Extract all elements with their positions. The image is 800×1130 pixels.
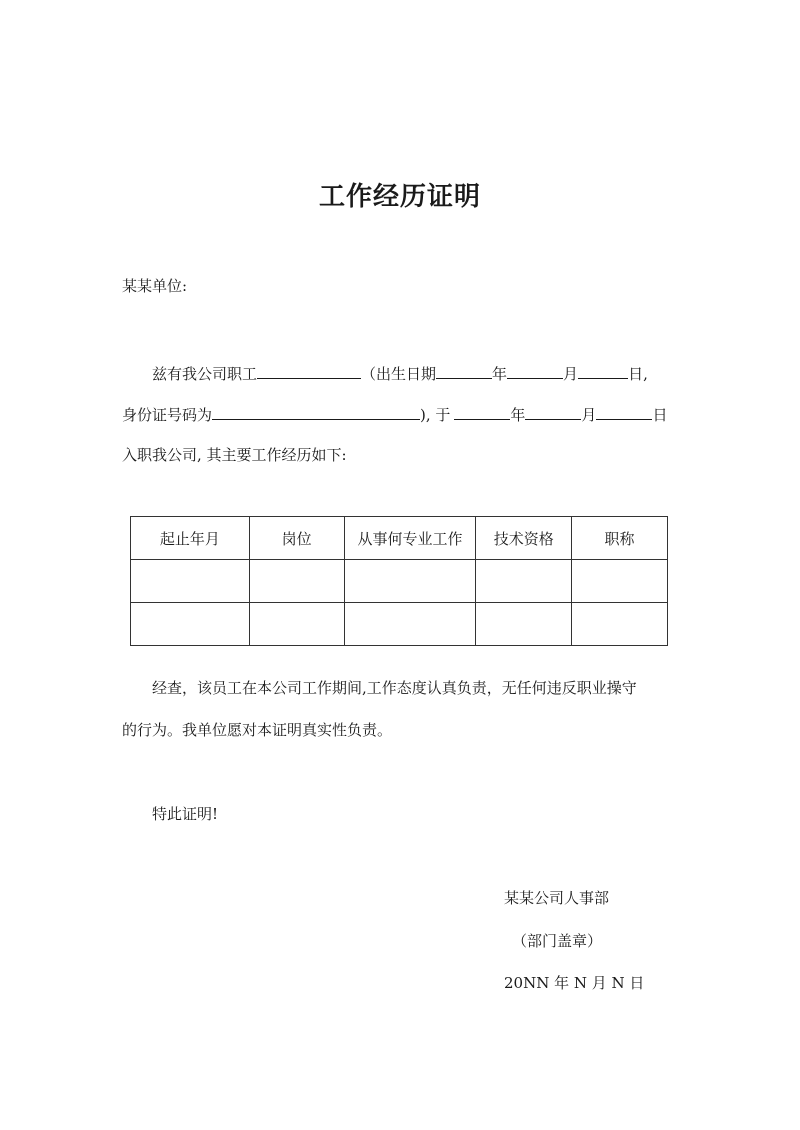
entry-year-blank[interactable] [454,403,510,420]
table-cell[interactable] [131,560,250,603]
table-cell[interactable] [249,603,344,646]
para1-day-label: 日, [628,365,648,383]
table-cell[interactable] [476,603,572,646]
signature-dept: 某某公司人事部 [504,889,610,907]
para1-text1: 兹有我公司职工 [152,365,258,383]
para1-text2: （出生日期 [361,365,437,383]
work-history-table [130,516,668,646]
salutation: 某某单位: [122,277,188,295]
para2-line1: 经查，该员工在本公司工作期间,工作态度认真负责，无任何违反职业操守 [152,679,637,697]
signature-date: 20NN 年 N 月 N 日 [504,974,645,992]
table-cell[interactable] [476,560,572,603]
entry-day-blank[interactable] [596,403,652,420]
table-cell[interactable] [572,603,668,646]
table-cell[interactable] [344,603,476,646]
table-row [131,603,668,646]
header-qualification: 技术资格 [476,517,572,560]
para1-line3: 入职我公司, 其主要工作经历如下: [122,446,347,464]
employee-name-blank[interactable] [257,362,361,379]
signature-seal: （部门盖章） [512,932,603,950]
table-cell[interactable] [131,603,250,646]
birth-day-blank[interactable] [578,362,628,379]
document-title: 工作经历证明 [318,182,481,212]
table-row [131,560,668,603]
para1-line2-text2: ), 于 [420,406,451,424]
para1-line1 [152,362,648,384]
table-cell[interactable] [344,560,476,603]
header-position: 岗位 [249,517,344,560]
header-specialty: 从事何专业工作 [344,517,476,560]
para1-line2-year-label: 年 [510,406,526,424]
birth-year-blank[interactable] [436,362,492,379]
header-title: 职称 [572,517,668,560]
para2-line2: 的行为。我单位愿对本证明真实性负责。 [122,721,393,739]
table-header-row [131,517,668,560]
header-period: 起止年月 [131,517,250,560]
table-cell[interactable] [249,560,344,603]
closing-statement: 特此证明! [152,805,219,823]
entry-month-blank[interactable] [525,403,581,420]
para1-month-label: 月 [563,365,579,383]
table-cell[interactable] [572,560,668,603]
para1-year-label: 年 [492,365,508,383]
para1-line2 [122,403,667,425]
id-number-blank[interactable] [212,403,420,420]
para1-line2-day-label: 日 [652,406,668,424]
birth-month-blank[interactable] [507,362,563,379]
para1-line2-month-label: 月 [581,406,597,424]
para1-line2-text1: 身份证号码为 [122,406,213,424]
